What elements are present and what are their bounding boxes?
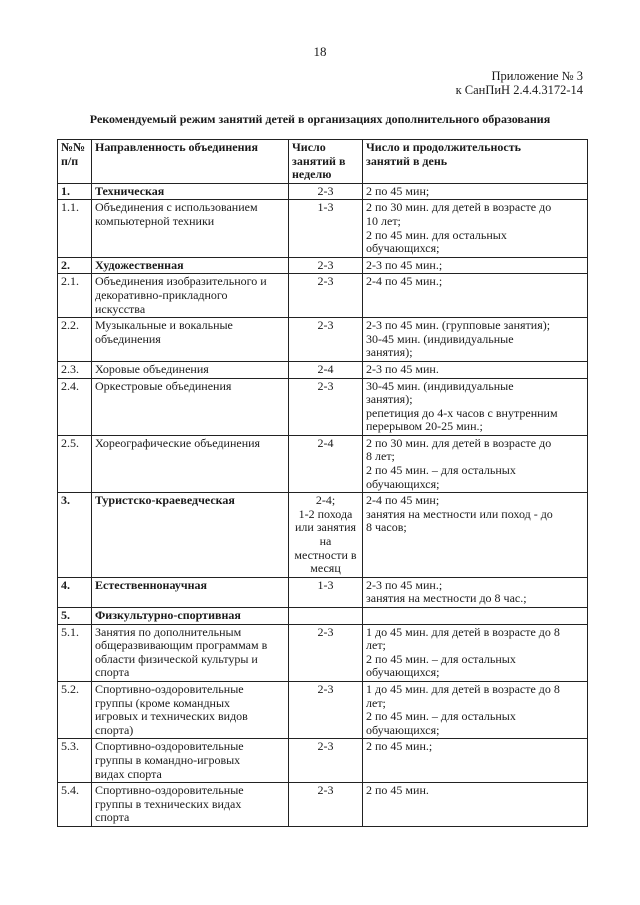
row-direction-line: группы в технических видах — [95, 796, 242, 811]
row-direction-line: Хоровые объединения — [95, 361, 209, 376]
row-duration — [363, 200, 588, 257]
row-number: 2. — [58, 257, 92, 274]
row-direction — [92, 739, 289, 783]
row-lesson-count-line: или занятия — [294, 520, 357, 535]
header-direction: Направленность объединения — [92, 140, 289, 184]
header-line: занятий в день — [366, 153, 448, 168]
row-lesson-count-line: 2-3 — [317, 274, 334, 289]
appendix-line-1: Приложение № 3 — [491, 69, 583, 83]
row-lesson-count — [289, 783, 363, 827]
row-direction-line: Спортивно-оздоровительные — [95, 783, 244, 798]
table-row — [58, 681, 588, 738]
row-duration-line: 2-3 по 45 мин.; — [366, 577, 443, 592]
table-body — [58, 183, 588, 826]
row-direction — [92, 200, 289, 257]
row-direction-line: декоративно-прикладного — [95, 287, 228, 302]
row-lesson-count — [289, 274, 363, 318]
header-count — [289, 140, 363, 184]
row-duration-line: занятия на местности или поход - до — [366, 506, 553, 521]
row-number: 5.4. — [58, 783, 92, 827]
row-duration-line: 1 до 45 мин. для детей в возрасте до 8 — [366, 624, 560, 639]
row-direction-line: Спортивно-оздоровительные — [95, 739, 244, 754]
row-lesson-count-line: 2-3 — [317, 183, 334, 198]
row-lesson-count-line: 2-4 — [317, 435, 334, 450]
table-row-section — [58, 493, 588, 578]
row-direction-line: Музыкальные и вокальные — [95, 318, 233, 333]
row-duration-line: 2 по 45 мин. – для остальных — [366, 463, 516, 478]
row-duration-line: 2 по 45 мин. для остальных — [366, 227, 507, 242]
row-lesson-count — [289, 200, 363, 257]
row-direction — [92, 378, 289, 435]
row-duration — [363, 493, 588, 578]
row-direction-line: объединения — [95, 331, 161, 346]
row-duration — [363, 577, 588, 607]
row-duration — [363, 681, 588, 738]
regime-table — [57, 139, 588, 827]
row-lesson-count — [289, 378, 363, 435]
row-direction-line: спорта — [95, 665, 130, 680]
row-duration-line: занятия); — [366, 345, 413, 360]
row-duration — [363, 435, 588, 492]
appendix-reference — [456, 69, 583, 97]
row-lesson-count-line: 2-3 — [317, 624, 334, 639]
header-line: Число и продолжительность — [366, 140, 521, 154]
row-duration-line: 2 по 45 мин. – для остальных — [366, 709, 516, 724]
row-lesson-count — [289, 183, 363, 200]
header-line: занятий в — [292, 153, 346, 168]
row-number: 5. — [58, 608, 92, 625]
row-lesson-count — [289, 318, 363, 362]
table-row — [58, 200, 588, 257]
row-duration-line: 2 по 45 мин. – для остальных — [366, 651, 516, 666]
row-duration — [363, 361, 588, 378]
row-direction-line: Хореографические объединения — [95, 435, 261, 450]
row-number: 2.2. — [58, 318, 92, 362]
row-duration-line: 8 часов; — [366, 520, 407, 535]
row-lesson-count-line: 2-4; — [315, 493, 336, 508]
row-lesson-count-line: 2-4 — [317, 361, 334, 376]
row-lesson-count-line: 2-3 — [317, 739, 334, 754]
row-direction-line: группы (кроме командных — [95, 695, 231, 710]
row-direction — [92, 257, 289, 274]
row-direction-line: компьютерной техники — [95, 213, 215, 228]
row-lesson-count-line: местности в — [294, 547, 357, 562]
table-row-section — [58, 577, 588, 607]
row-lesson-count-line: 2-3 — [317, 378, 334, 393]
row-number: 2.1. — [58, 274, 92, 318]
row-direction-line: Объединения изобразительного и — [95, 274, 267, 289]
row-number: 1. — [58, 183, 92, 200]
table-row — [58, 624, 588, 681]
row-duration-line: 2 по 30 мин. для детей в возрасте до — [366, 435, 552, 450]
table-row — [58, 361, 588, 378]
document-title: Рекомендуемый режим занятий детей в организациях дополнительного образования — [89, 112, 551, 126]
row-lesson-count — [289, 361, 363, 378]
row-duration-line: лет; — [366, 638, 386, 653]
appendix-line-2: к СанПиН 2.4.4.3172-14 — [455, 83, 583, 97]
row-duration-line: 8 лет; — [366, 449, 395, 464]
row-direction-line: игровых и технических видов — [95, 709, 248, 724]
row-duration-line: 2-4 по 45 мин; — [366, 493, 440, 508]
row-duration-line: 2-3 по 45 мин. — [366, 361, 439, 376]
row-lesson-count — [289, 739, 363, 783]
row-number: 5.3. — [58, 739, 92, 783]
row-duration — [363, 378, 588, 435]
row-duration-line: 2 по 30 мин. для детей в возрасте до — [366, 200, 552, 215]
table-row — [58, 435, 588, 492]
table-row — [58, 274, 588, 318]
row-duration — [363, 739, 588, 783]
row-number: 5.1. — [58, 624, 92, 681]
row-direction-line: общеразвивающим программам в — [95, 638, 268, 653]
row-lesson-count-line: на — [319, 534, 332, 549]
row-duration-line: 10 лет; — [366, 213, 401, 228]
row-lesson-count-line: 2-3 — [317, 257, 334, 272]
row-lesson-count — [289, 624, 363, 681]
row-duration-line: 2-4 по 45 мин.; — [366, 274, 443, 289]
row-direction-line: Спортивно-оздоровительные — [95, 681, 244, 696]
table-row-section — [58, 257, 588, 274]
header-line: №№ — [61, 140, 86, 154]
row-direction-line: Естественнонаучная — [95, 577, 208, 592]
row-direction — [92, 183, 289, 200]
table-row — [58, 783, 588, 827]
header-number — [58, 140, 92, 184]
row-duration-line: 2-3 по 45 мин. (групповые занятия); — [366, 318, 551, 333]
table-row — [58, 318, 588, 362]
row-duration-line: 30-45 мин. (индивидуальные — [366, 378, 514, 393]
row-lesson-count-line: 1-2 похода — [298, 506, 353, 521]
row-direction-line: спорта) — [95, 722, 134, 737]
row-direction-line: группы в командно-игровых — [95, 752, 241, 767]
row-direction — [92, 435, 289, 492]
row-lesson-count — [289, 681, 363, 738]
header-line: неделю — [292, 167, 332, 182]
row-duration-line: обучающихся; — [366, 476, 440, 491]
row-direction-line: спорта — [95, 810, 130, 825]
row-direction-line: Физкультурно-спортивная — [95, 608, 241, 622]
row-duration-line: 2 по 45 мин.; — [366, 739, 433, 754]
row-lesson-count — [289, 435, 363, 492]
row-direction — [92, 624, 289, 681]
row-number: 1.1. — [58, 200, 92, 257]
row-direction-line: видах спорта — [95, 766, 162, 781]
page-number: 18 — [313, 44, 327, 59]
row-duration-line: 2-3 по 45 мин.; — [366, 257, 443, 272]
row-direction-line: Оркестровые объединения — [95, 378, 232, 393]
row-duration-line: лет; — [366, 695, 386, 710]
header-duration — [363, 140, 588, 184]
row-duration-line: обучающихся; — [366, 722, 440, 737]
row-lesson-count — [289, 577, 363, 607]
table-row-section — [58, 183, 588, 200]
row-duration — [363, 783, 588, 827]
table-row-section — [58, 608, 588, 625]
row-lesson-count-line: 2-3 — [317, 783, 334, 798]
row-lesson-count-line: 1-3 — [317, 577, 334, 592]
row-direction — [92, 608, 289, 625]
row-lesson-count-line: 2-3 — [317, 318, 334, 333]
row-direction-line: искусства — [95, 301, 146, 316]
row-number: 2.4. — [58, 378, 92, 435]
row-direction-line: Техническая — [95, 183, 165, 198]
row-lesson-count — [289, 493, 363, 578]
row-duration-line: 2 по 45 мин. — [366, 783, 429, 798]
row-duration-line: перерывом 20-25 мин.; — [366, 419, 483, 434]
row-lesson-count-line: месяц — [310, 561, 341, 576]
row-direction — [92, 681, 289, 738]
row-direction — [92, 361, 289, 378]
row-duration-line: 2 по 45 мин; — [366, 183, 430, 198]
row-number: 2.5. — [58, 435, 92, 492]
row-direction-line: Туристско-краеведческая — [95, 493, 235, 508]
row-duration-line: занятия); — [366, 392, 413, 407]
row-direction — [92, 318, 289, 362]
row-duration-line: репетиция до 4-х часов с внутренним — [366, 405, 558, 420]
table-header-row — [58, 140, 588, 184]
row-direction — [92, 493, 289, 578]
row-direction — [92, 783, 289, 827]
header-line: п/п — [61, 153, 79, 168]
row-number: 4. — [58, 577, 92, 607]
row-duration-line: 1 до 45 мин. для детей в возрасте до 8 — [366, 681, 560, 696]
row-duration — [363, 608, 588, 625]
header-line: Число — [292, 140, 326, 154]
row-duration — [363, 257, 588, 274]
row-duration-line: обучающихся; — [366, 665, 440, 680]
row-lesson-count-line: 1-3 — [317, 200, 334, 215]
row-direction-line: Объединения с использованием — [95, 200, 258, 215]
row-direction — [92, 274, 289, 318]
row-duration-line: обучающихся; — [366, 241, 440, 256]
row-direction-line: Художественная — [95, 257, 184, 272]
row-lesson-count-line: 2-3 — [317, 681, 334, 696]
row-lesson-count — [289, 257, 363, 274]
table-row — [58, 739, 588, 783]
row-duration — [363, 183, 588, 200]
row-duration-line: 30-45 мин. (индивидуальные — [366, 331, 514, 346]
table-row — [58, 378, 588, 435]
row-number: 5.2. — [58, 681, 92, 738]
row-duration — [363, 274, 588, 318]
row-direction-line: области физической культуры и — [95, 651, 258, 666]
row-number: 3. — [58, 493, 92, 578]
row-lesson-count — [289, 608, 363, 625]
row-duration — [363, 318, 588, 362]
row-direction-line: Занятия по дополнительным — [95, 624, 242, 639]
row-number: 2.3. — [58, 361, 92, 378]
row-duration-line: занятия на местности до 8 час.; — [366, 591, 527, 606]
row-duration — [363, 624, 588, 681]
row-direction — [92, 577, 289, 607]
